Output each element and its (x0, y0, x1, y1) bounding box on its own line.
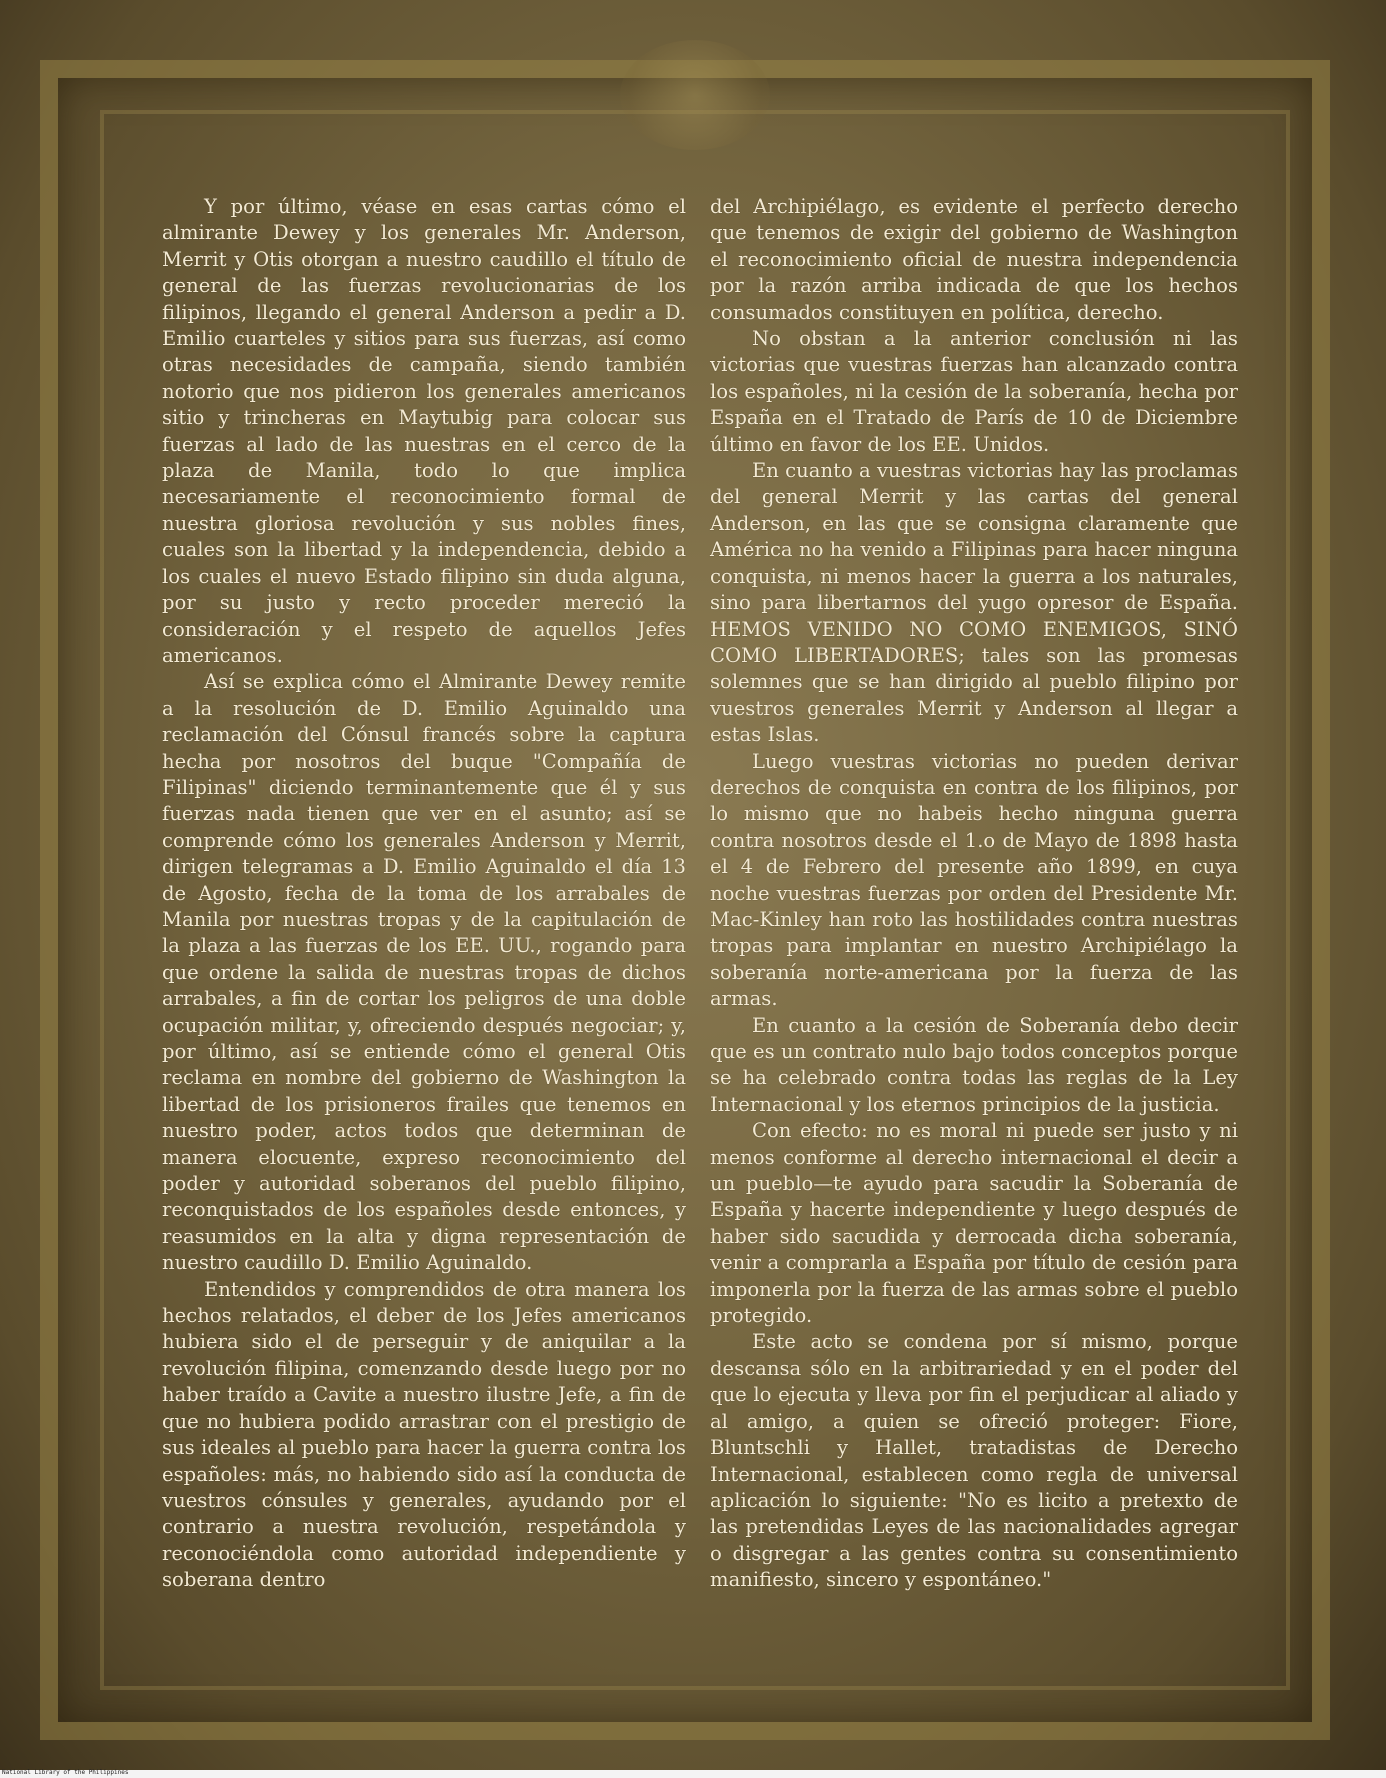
paragraph: En cuanto a la cesión de Soberanía debo decir que es un contrato nulo bajo todos conceptos porque se ha celebrado contra todas las reglas de la Ley Internacional y los eternos principios de la justicia. (710, 1013, 1238, 1116)
paragraph: Entendidos y comprendidos de otra manera los hechos relatados, el deber de los Jefes americanos hubiera sido el de perseguir y de aniquilar a la revolución filipina, comenzando desde luego por no haber traído a Cavite a nuestro ilustre Jefe, a fin de que no hubiera podido arrastrar con el prestigio de sus ideales al pueblo para hacer la guerra contra los españoles: más, no habiendo sido así la conducta de vuestros cónsules y generales, ayudando por el contrario a nuestra revolución, respetándola y reconociéndola como autoridad independiente y soberana dentro (162, 1277, 686, 1592)
paragraph: En cuanto a vuestras victorias hay las proclamas del general Merrit y las cartas del general Anderson, en las que se consigna claramente que América no ha venido a Filipinas para hacer ninguna conquista, ni menos hacer la guerra a los naturales, sino para libertarnos del yugo opresor de España. HEMOS VENIDO NO COMO ENEMIGOS, SINÓ COMO LIBERTADORES; tales son las promesas solemnes que se han dirigido al pueblo filipino por vuestros generales Merrit y Anderson al llegar a estas Islas. (710, 459, 1238, 747)
paragraph: Y por último, véase en esas cartas cómo el almirante Dewey y los generales Mr. Anderson, Merrit y Otis otorgan a nuestro caudillo el título de general de las fuerzas revolucionarias de los filipinos, llegando el general Anderson a pedir a D. Emilio cuarteles y sitios para sus fuerzas, así como otras necesidades de campaña, siendo también notorio que nos pidieron los generales americanos sitio y trincheras en Maytubig para colocar sus fuerzas al lado de las nuestras en el cerco de la plaza de Manila, todo lo que implica necesariamente el reconocimiento formal de nuestra gloriosa revolución y sus nobles fines, cuales son la libertad y la independencia, debido a los cuales el nuevo Estado filipino sin duda alguna, por su justo y recto proceder mereció la consideración y el respeto de aquellos Jefes americanos. (162, 195, 686, 667)
footer-strip (0, 1770, 1386, 1778)
ornament-emblem (620, 40, 770, 150)
paragraph: Este acto se condena por sí mismo, porque descansa sólo en la arbitrariedad y en el poder del que lo ejecuta y lleva por fin el perjudicar al aliado y al amigo, a quien se ofreció proteger: Fiore, Bluntschli y Hallet, tratadistas de Derecho Internacional, establecen como regla de universal aplicación lo siguiente: "No es licito a pretexto de las pretendidas Leyes de las nacionalidades agregar o disgregar a las gentes contra su consentimiento manifiesto, sincero y espontáneo." (710, 1330, 1238, 1592)
right-column (710, 194, 1238, 1594)
paragraph: del Archipiélago, es evidente el perfecto derecho que tenemos de exigir del gobierno de Washington el reconocimiento oficial de nuestra independencia por la razón arriba indicada de que los hechos consumados constituyen en política, derecho. (710, 195, 1238, 324)
paragraph: Así se explica cómo el Almirante Dewey remite a la resolución de D. Emilio Aguinaldo una reclamación del Cónsul francés sobre la captura hecha por nosotros del buque "Compañía de Filipinas" diciendo terminantemente que él y sus fuerzas nada tienen que ver en el asunto; así se comprende cómo los generales Anderson y Merrit, dirigen telegramas a D. Emilio Aguinaldo el día 13 de Agosto, fecha de la toma de los arrabales de Manila por nuestras tropas y de la capitulación de la plaza a las fuerzas de los EE. UU., rogando para que ordene la salida de nuestras tropas de dichos arrabales, a fin de cortar los peligros de una doble ocupación militar, y, ofreciendo después negociar; y, por último, así se entiende cómo el general Otis reclama en nombre del gobierno de Washington la libertad de los prisioneros frailes que tenemos en nuestro poder, actos todos que determinan de manera elocuente, expreso reconocimiento del poder y autoridad soberanos del pueblo filipino, reconquistados de los españoles desde entonces, y reasumidos en la alta y digna representación de nuestro caudillo D. Emilio Aguinaldo. (162, 670, 686, 1275)
paragraph: No obstan a la anterior conclusión ni las victorias que vuestras fuerzas han alcanzado contra los españoles, ni la cesión de la soberanía, hecha por España en el Tratado de París de 10 de Diciembre último en favor de los EE. Unidos. (710, 327, 1238, 456)
left-column (162, 194, 686, 1594)
paragraph: Luego vuestras victorias no pueden derivar derechos de conquista en contra de los filipinos, por lo mismo que no habeis hecho ninguna guerra contra nosotros desde el 1.o de Mayo de 1898 hasta el 4 de Febrero del presente año 1899, en cuya noche vuestras fuerzas por orden del Presidente Mr. Mac-Kinley han roto las hostilidades contra nuestras tropas para implantar en nuestro Archipiélago la soberanía norte-americana por la fuerza de las armas. (710, 749, 1238, 1011)
paragraph: Con efecto: no es moral ni puede ser justo y ni menos conforme al derecho internacional el decir a un pueblo—te ayudo para sacudir la Soberanía de España y hacerte independiente y luego después de haber sido sacudida y derrocada dicha soberanía, venir a comprarla a España por título de cesión para imponerla por la fuerza de las armas sobre el pueblo protegido. (710, 1119, 1238, 1328)
library-watermark: National Library of the Philippines (2, 1769, 129, 1776)
